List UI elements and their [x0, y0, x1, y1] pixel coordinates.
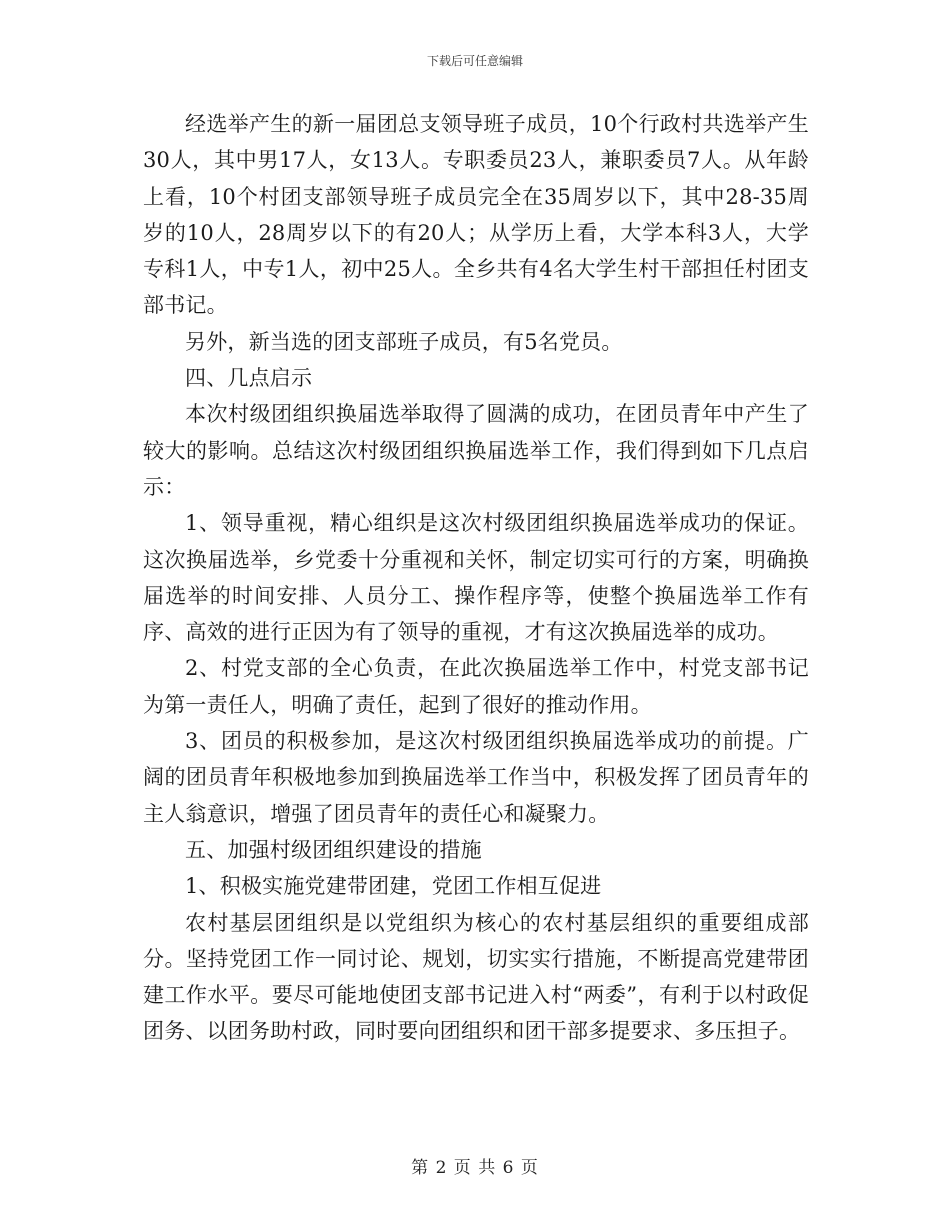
- paragraph-election-results: 经选举产生的新一届团总支领导班子成员，10个行政村共选举产生30人，其中男17人，女13人。专职委员23人，兼职委员7人。从年龄上看，10个村团支部领导班子成员完全在35周岁以下，其中28-35周岁的10人，28周岁以下的有20人；从学历上看，大学本科3人，大学专科1人，中专1人，初中25人。全乡共有4名大学生村干部担任村团支部书记。: [143, 112, 809, 318]
- paragraph-insight-3: 3、团员的积极参加，是这次村级团组织换届选举成功的前提。广阔的团员青年积极地参加到换届选举工作当中，积极发挥了团员青年的主人翁意识，增强了团员青年的责任心和凝聚力。: [143, 729, 809, 826]
- paragraph-measure-1: 农村基层团组织是以党组织为核心的农村基层组织的重要组成部分。坚持党团工作一同讨论、规划，切实实行措施，不断提高党建带团建工作水平。要尽可能地使团支部书记进入村“两委”，有利于以村政促团务、以团务助村政，同时要向团组织和团干部多提要求、多压担子。: [143, 910, 809, 1044]
- section-heading-insights: 四、几点启示: [185, 366, 313, 391]
- paragraph-party-members: 另外，新当选的团支部班子成员，有5名党员。: [185, 329, 623, 354]
- section-heading-measures: 五、加强村级团组织建设的措施: [185, 837, 482, 862]
- paragraph-insight-1: 1、领导重视，精心组织是这次村级团组织换届选举成功的保证。这次换届选举，乡党委十分重视和关怀，制定切实可行的方案，明确换届选举的时间安排、人员分工、操作程序等，使整个换届选举工作有序、高效的进行正因为有了领导的重视，才有这次换届选举的成功。: [143, 511, 809, 645]
- paragraph-insight-2: 2、村党支部的全心负责，在此次换届选举工作中，村党支部书记为第一责任人，明确了责任，起到了很好的推动作用。: [143, 656, 809, 717]
- page-number: 第 2 页 共 6 页: [411, 1158, 539, 1178]
- document-body: [143, 106, 809, 1050]
- paragraph-insights-intro: 本次村级团组织换届选举取得了圆满的成功，在团员青年中产生了较大的影响。总结这次村级团组织换届选举工作，我们得到如下几点启示：: [143, 402, 809, 499]
- page-header-note: 下载后可任意编辑: [426, 54, 523, 68]
- subheading-measure-1: 1、积极实施党建带团建，党团工作相互促进: [185, 874, 602, 899]
